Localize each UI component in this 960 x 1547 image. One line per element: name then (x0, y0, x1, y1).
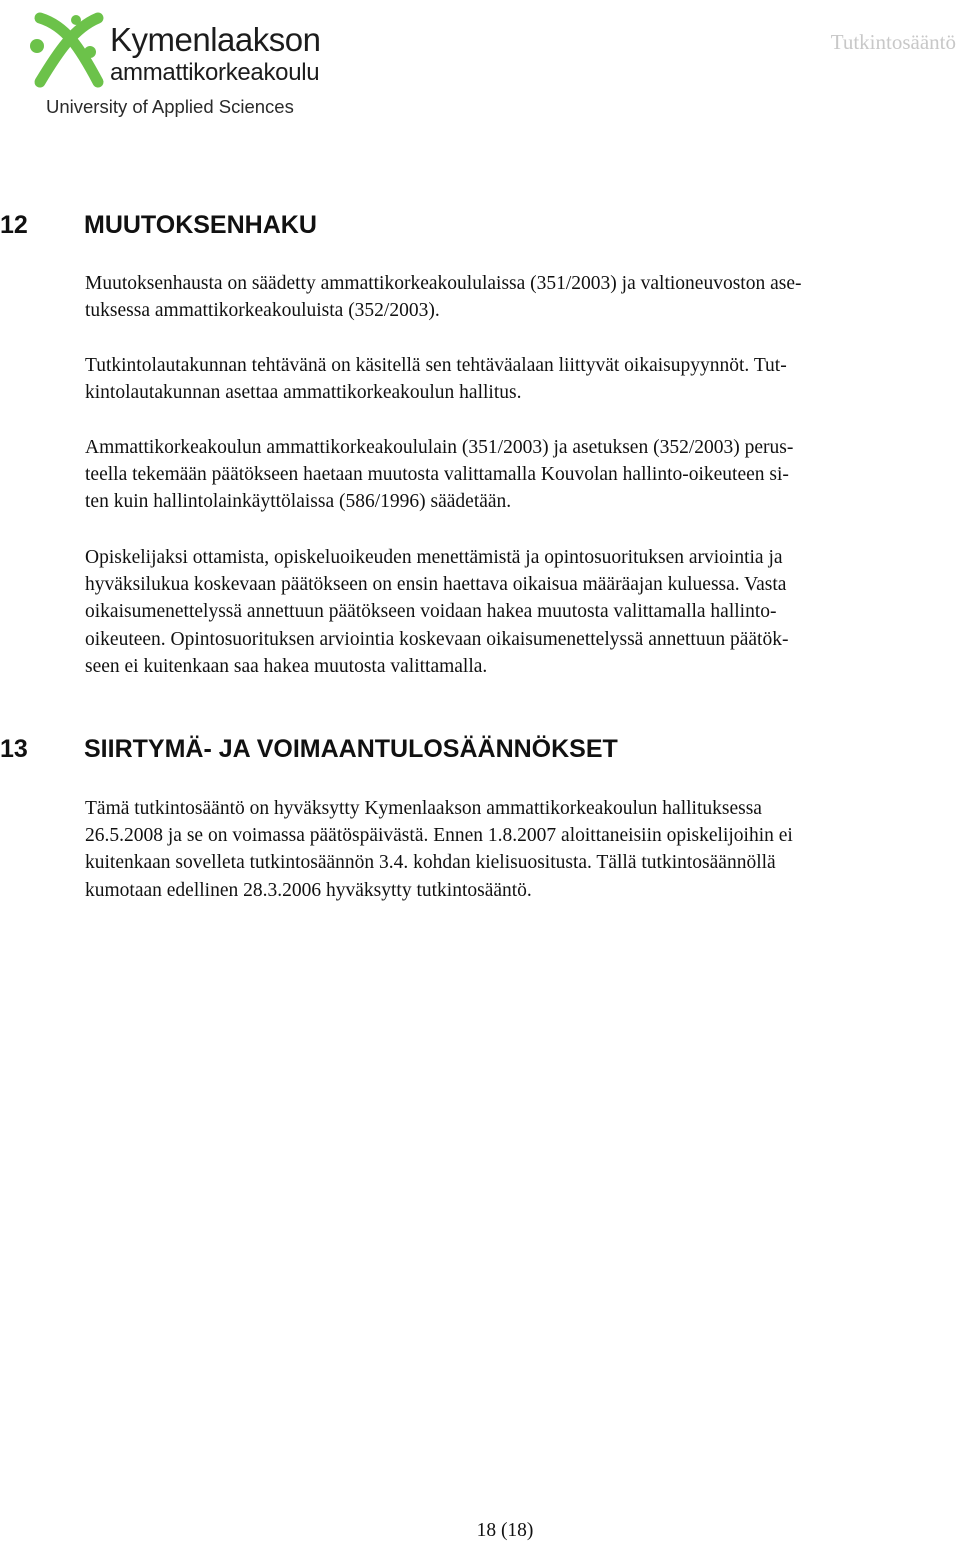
paragraph (85, 544, 950, 680)
text-line: hyväksilukua koskevaan päätökseen on ensin haettava oikaisua määräajan kuluessa. Vasta (85, 574, 787, 596)
text-line: 26.5.2008 ja se on voimassa päätöspäivästä. Ennen 1.8.2007 aloittaneisiin opiskelijoihin ei (85, 825, 793, 847)
text-line: ten kuin hallintolainkäyttölaissa (586/1996) säädetään. (85, 491, 512, 513)
text-line: kumotaan edellinen 28.3.2006 hyväksytty tutkintosääntö. (85, 879, 532, 901)
paragraph (85, 352, 950, 406)
kyamk-emblem-icon (26, 8, 110, 92)
text-line: Tämä tutkintosääntö on hyväksytty Kymenlaakson ammattikorkeakoulun hallituksessa (85, 798, 762, 819)
section-heading-13 (0, 735, 618, 764)
section-title: SIIRTYMÄ- JA VOIMAANTULOSÄÄNNÖKSET (84, 735, 618, 763)
text-line: oikeuteen. Opintosuorituksen arviointia koskevaan oikaisumenettelyssä annettuun päätök- (85, 628, 789, 650)
kyamk-logo (26, 8, 326, 118)
logo-name-line3: University of Applied Sciences (46, 96, 294, 117)
paragraph (85, 434, 950, 516)
section-heading-12 (0, 211, 317, 240)
text-line: oikaisumenettelyssä annettuun päätökseen voidaan hakea muutosta valittamalla hallinto- (85, 601, 777, 623)
text-line: Tutkintolautakunnan tehtävänä on käsitellä sen tehtäväalaan liittyvät oikaisupyynnöt. Tut- (85, 355, 787, 376)
section-number: 13 (0, 735, 28, 763)
section-title: MUUTOKSENHAKU (84, 211, 317, 239)
text-line: kintolautakunnan asettaa ammattikorkeakoulun hallitus. (85, 382, 522, 404)
text-line: teella tekemään päätökseen haetaan muutosta valittamalla Kouvolan hallinto-oikeuteen si- (85, 464, 789, 486)
paragraph (85, 795, 950, 904)
text-line: Ammattikorkeakoulun ammattikorkeakoululain (351/2003) ja asetuksen (352/2003) perus- (85, 437, 794, 458)
logo-name-line2: ammattikorkeakoulu (110, 59, 320, 86)
text-line: Opiskelijaksi ottamista, opiskeluoikeuden menettämistä ja opintosuorituksen arviointia ja (85, 547, 783, 568)
logo-name-line1: Kymenlaakson (110, 21, 321, 58)
text-line: tuksessa ammattikorkeakouluista (352/2003). (85, 300, 440, 322)
paragraph (85, 270, 950, 324)
text-line: Muutoksenhausta on säädetty ammattikorkeakoululaissa (351/2003) ja valtioneuvoston ase- (85, 273, 802, 294)
text-line: seen ei kuitenkaan saa hakea muutosta valittamalla. (85, 655, 488, 677)
text-line: kuitenkaan sovelleta tutkintosäännön 3.4. kohdan kielisuositusta. Tällä tutkintosäännöllä (85, 852, 776, 874)
page-number: 18 (18) (476, 1520, 534, 1541)
running-header-title: Tutkintosääntö (830, 30, 956, 54)
section-number: 12 (0, 211, 28, 239)
